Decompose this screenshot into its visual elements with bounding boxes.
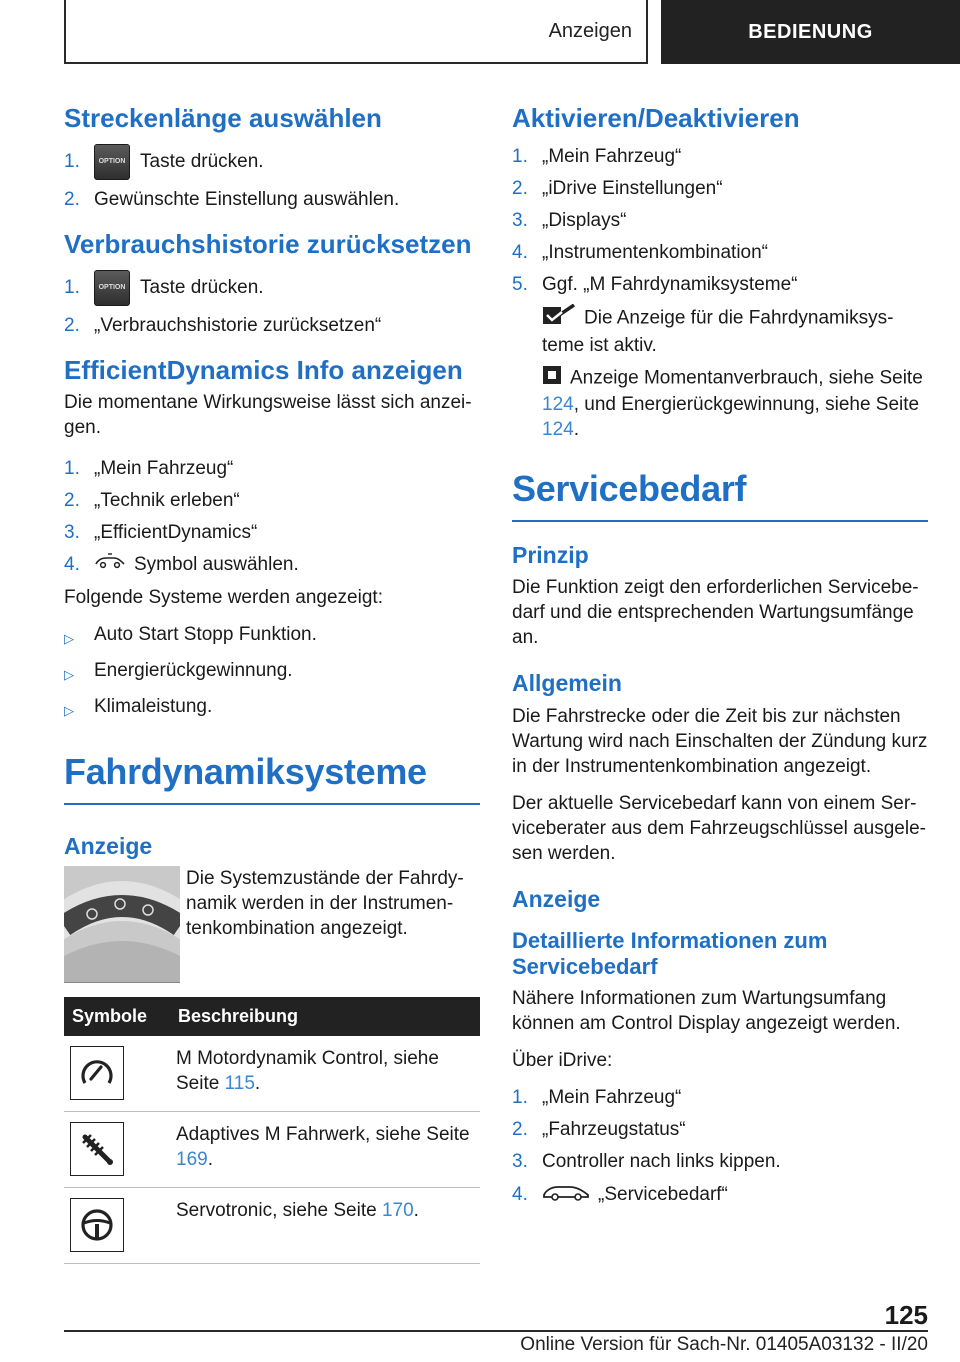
detail-text: Nähere Informationen zum Wartungsumfang können am Control Display angezeigt werden. [512, 988, 901, 1035]
efficient-title: EfficientDynamics Info anzeigen [64, 354, 463, 385]
prinzip-text: Die Funktion zeigt den erforderlichen Servicebedarf und die entsprechenden Wartungsumfänge an. [512, 577, 919, 649]
page-link[interactable]: 170 [381, 1200, 414, 1222]
table-row: M Motordynamik Control, siehe Seite 115. [64, 1036, 480, 1112]
aktiv-title: Aktivieren/Deaktivieren [512, 103, 800, 133]
list-item: ▷ Klimaleistung. [64, 694, 480, 723]
list-item: 2. „Fahrzeugstatus“ [512, 1119, 686, 1141]
triangle-bullet-icon: ▷ [64, 666, 74, 682]
streck-title: Streckenlänge auswählen [64, 103, 382, 133]
header-section-tab [64, 0, 648, 64]
option-button-icon: OPTION [94, 270, 130, 306]
table-header-beschreibung: Beschreibung [170, 997, 480, 1036]
verbrauch-title: Verbrauchshistorie zurücksetzen [64, 228, 472, 259]
symbol-table [64, 997, 480, 1264]
efficient-intro: Die momentane Wirkungsweise lässt sich anzeigen. [64, 391, 472, 438]
table-header-row [64, 997, 480, 1036]
triangle-bullet-icon: ▷ [64, 702, 74, 718]
shock-absorber-icon [70, 1122, 124, 1176]
header-chapter-tab [661, 0, 960, 64]
table-row: Servotronic, siehe Seite 170. [64, 1188, 480, 1264]
list-item: 1. „Mein Fahrzeug“ [512, 1087, 682, 1109]
table-header-symbole: Symbole [64, 997, 170, 1036]
efficient-steps [64, 456, 480, 577]
detail-title: Detaillierte Informationen zum Servicebedarf [512, 927, 828, 980]
list-item: 5. Ggf. „M Fahrdynamiksysteme“ [512, 273, 798, 295]
triangle-bullet-icon: ▷ [64, 630, 74, 646]
list-item: 1. „Mein Fahrzeug“ [512, 145, 682, 167]
instrument-cluster-image [64, 866, 180, 983]
table-row: Adaptives M Fahrwerk, siehe Seite 169. [64, 1112, 480, 1188]
list-item: 1. OPTION Taste drücken. [64, 270, 480, 306]
motor-dynamics-gauge-icon [70, 1046, 124, 1100]
list-item: ▷ Energierückgewinnung. [64, 658, 480, 687]
checkbox-checked-note: Die Anzeige für die Fahrdynamiksysteme ist aktiv. [512, 304, 928, 358]
list-item: 4. „Servicebedarf“ [512, 1181, 928, 1208]
page-number: 125 [884, 1300, 928, 1330]
allgemein-text-1: Die Fahrstrecke oder die Zeit bis zur nächsten Wartung wird nach Einschalten der Zündung kurz in der Instrumentenkombination angezeigt. [512, 706, 928, 778]
page-link[interactable]: 124 [542, 418, 574, 440]
page-link[interactable]: 169 [176, 1149, 208, 1171]
header-section-label: Anzeigen [548, 19, 632, 42]
fahrdyn-anzeige-title: Anzeige [64, 832, 153, 859]
list-item: 4. Symbol auswählen. [64, 553, 299, 575]
list-item: 1. OPTION Taste drücken. [64, 144, 480, 180]
streck-steps [64, 144, 480, 212]
left-column [64, 96, 480, 1264]
list-item: 2. „iDrive Einstellungen“ [512, 177, 723, 199]
page-link[interactable]: 124 [542, 393, 574, 415]
steering-wheel-icon [70, 1198, 124, 1252]
list-item: 2. Gewünschte Einstellung auswählen. [64, 188, 400, 210]
car-eco-icon [94, 552, 126, 577]
car-service-icon [542, 1181, 590, 1208]
service-anzeige-title: Anzeige [512, 886, 601, 913]
checkbox-unchecked-icon [542, 365, 562, 392]
header-chapter-label: BEDIENUNG [748, 20, 873, 43]
checkbox-checked-icon [542, 304, 576, 333]
efficient-following: Folgende Systeme werden angezeigt: [64, 586, 383, 608]
service-steps [512, 1085, 928, 1208]
page-link[interactable]: 115 [224, 1073, 255, 1095]
aktiv-steps [512, 144, 928, 442]
checkbox-unchecked-note: Anzeige Momentanverbrauch, siehe Seite 124, und Energierückgewinnung, siehe Seite 124. [512, 365, 928, 442]
fahrdyn-anzeige-row [64, 866, 480, 983]
list-item: 2. „Technik erleben“ [64, 489, 240, 511]
list-item: 2. „Verbrauchshistorie zurücksetzen“ [64, 314, 382, 336]
prinzip-title: Prinzip [512, 541, 589, 568]
list-item: 3. Controller nach links kippen. [512, 1151, 781, 1173]
fahrdyn-anzeige-text: Die Systemzustände der Fahrdynamik werden in der Instrumentenkombination angezeigt. [186, 868, 464, 940]
ueber-idrive: Über iDrive: [512, 1050, 613, 1072]
allgemein-title: Allgemein [512, 670, 622, 697]
fahrdyn-title: Fahrdynamiksysteme [64, 751, 480, 805]
list-item: 3. „Displays“ [512, 209, 627, 231]
list-item: 4. „Instrumentenkombination“ [512, 241, 768, 263]
footer-divider [64, 1330, 928, 1332]
verbrauch-steps [64, 270, 480, 338]
right-column [512, 96, 928, 1226]
service-title: Servicebedarf [512, 468, 928, 522]
list-item: 1. „Mein Fahrzeug“ [64, 457, 234, 479]
list-item: 3. „EfficientDynamics“ [64, 521, 258, 543]
footer-text: Online Version für Sach-Nr. 01405A03132 - II/20 [520, 1334, 928, 1355]
option-button-icon: OPTION [94, 144, 130, 180]
efficient-bullets [64, 622, 480, 723]
list-item: ▷ Auto Start Stopp Funktion. [64, 622, 480, 651]
allgemein-text-2: Der aktuelle Servicebedarf kann von einem Serviceberater aus dem Fahrzeugschlüssel ausgelesen werden. [512, 793, 926, 865]
